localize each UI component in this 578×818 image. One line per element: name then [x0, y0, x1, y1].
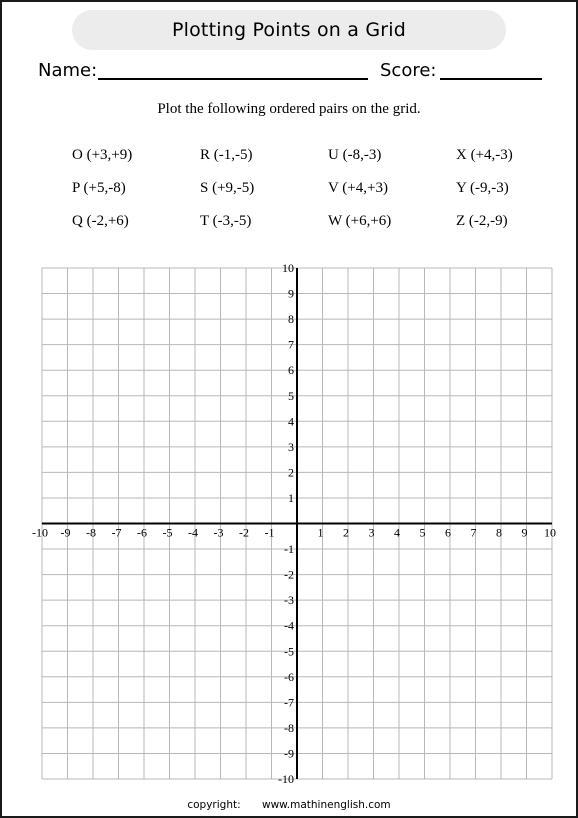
x-tick-label: -4 — [188, 525, 198, 540]
y-tick-label: 3 — [288, 439, 294, 454]
y-tick-label: -3 — [284, 593, 294, 608]
ordered-pair: Z (-2,-9) — [456, 213, 508, 229]
copyright-site[interactable]: www.mathinenglish.com — [261, 799, 391, 811]
x-tick-label: -3 — [213, 525, 224, 540]
y-tick-label: 4 — [288, 414, 294, 429]
y-tick-label: -8 — [284, 720, 294, 735]
x-tick-label: 7 — [470, 525, 477, 540]
x-tick-label: 5 — [419, 525, 426, 540]
y-tick-label: -7 — [284, 695, 294, 710]
y-tick-label: -4 — [284, 618, 294, 633]
ordered-pair: R (-1,-5) — [200, 147, 253, 163]
x-tick-label: -5 — [162, 525, 173, 540]
y-tick-label: 8 — [288, 312, 294, 327]
y-tick-label: -6 — [284, 669, 294, 684]
instructions: Plot the following ordered pairs on the grid. — [157, 101, 421, 117]
ordered-pair: W (+6,+6) — [328, 213, 392, 229]
y-tick-label: 6 — [288, 363, 294, 378]
y-tick-label: 2 — [288, 465, 294, 480]
x-tick-label: -9 — [60, 525, 71, 540]
y-tick-label: 10 — [282, 261, 294, 275]
y-tick-label: -2 — [284, 567, 294, 582]
ordered-pair: T (-3,-5) — [200, 213, 252, 229]
y-tick-label: -5 — [284, 644, 294, 659]
ordered-pair: P (+5,-8) — [72, 180, 126, 196]
x-tick-label: 1 — [317, 525, 324, 540]
x-tick-label: -6 — [137, 525, 147, 540]
y-tick-label: 5 — [288, 388, 294, 403]
x-tick-label: 6 — [445, 525, 451, 540]
copyright-footer — [0, 799, 578, 811]
score-label: Score: — [380, 60, 437, 81]
name-label: Name: — [38, 60, 98, 81]
y-tick-label: -1 — [284, 542, 294, 557]
ordered-pair: U (-8,-3) — [328, 147, 382, 163]
x-tick-label: 8 — [496, 525, 502, 540]
y-tick-label: -10 — [278, 772, 294, 786]
y-tick-label: -9 — [284, 746, 294, 761]
ordered-pair: S (+9,-5) — [200, 180, 255, 196]
ordered-pair: X (+4,-3) — [456, 147, 513, 163]
x-tick-label: -1 — [264, 525, 275, 540]
ordered-pair: Y (-9,-3) — [456, 180, 509, 196]
y-tick-label: 7 — [288, 337, 294, 352]
y-tick-label: 1 — [288, 490, 294, 505]
ordered-pair: O (+3,+9) — [72, 147, 133, 163]
x-tick-label: 3 — [368, 525, 375, 540]
x-tick-label: -7 — [111, 525, 122, 540]
y-tick-label: 9 — [288, 286, 294, 301]
x-tick-label: -10 — [32, 525, 48, 540]
x-tick-label: 4 — [394, 525, 400, 540]
copyright-label: copyright: — [187, 799, 241, 811]
worksheet-title-text: Plotting Points on a Grid — [171, 19, 407, 41]
x-tick-label: -8 — [86, 525, 96, 540]
x-tick-label: 2 — [343, 525, 349, 540]
x-tick-label: 9 — [521, 525, 528, 540]
x-tick-label: 10 — [544, 525, 556, 540]
x-tick-label: -2 — [239, 525, 249, 540]
ordered-pair: V (+4,+3) — [328, 180, 388, 196]
ordered-pair: Q (-2,+6) — [72, 213, 129, 229]
